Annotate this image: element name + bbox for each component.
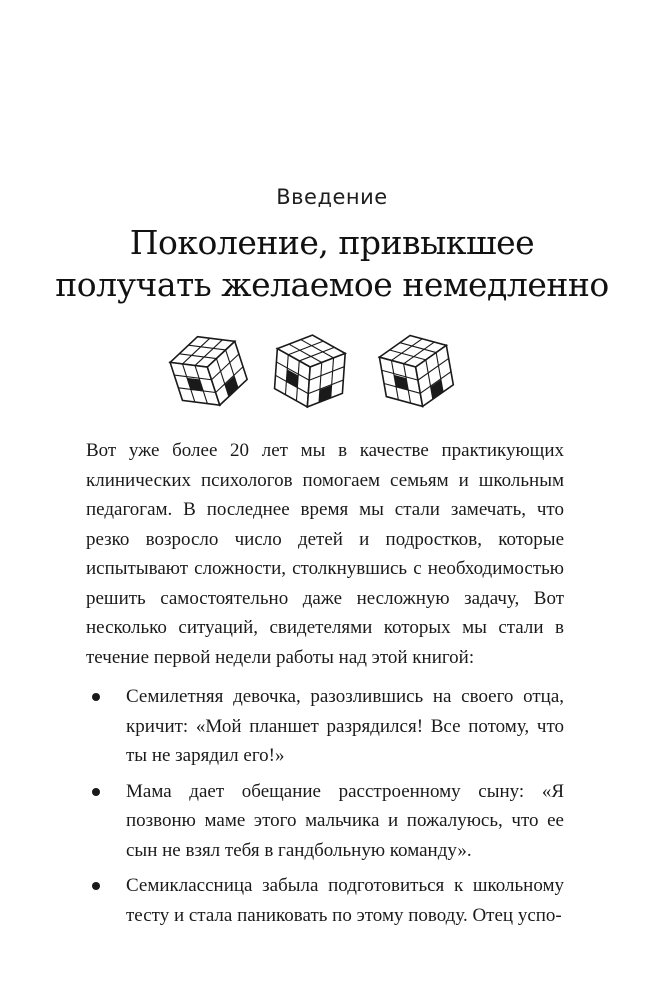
bullet-icon <box>92 882 100 890</box>
chapter-title-line-1: Поколение, привыкшее <box>129 223 535 262</box>
list-item-text: Семиклассница забыла подготовиться к школьному тесту и стала паниковать по этому поводу. Отец успо- <box>126 875 564 926</box>
list-item-text: Семилетняя девочка, разозлившись на своего отца, кричит: «Мой планшет разрядился! Все потому, что ты не зарядил его!» <box>126 686 564 766</box>
rubiks-cube-icon-3 <box>377 330 456 413</box>
chapter-label: Введение <box>276 185 388 209</box>
list-item <box>86 777 564 866</box>
situation-list <box>86 682 564 930</box>
chapter-title-line-2: получать желаемое немедленно <box>55 265 609 304</box>
intro-paragraph: Вот уже более 20 лет мы в качестве практикующих клинических психологов помогаем семьям и школьным педагогам. В последнее время мы стали замечать, что резко возросло число детей и подростков, которые испытывают сложности, столкнувшись с необходимостью решить самостоятельно даже несложную задачу, Вот несколько ситуаций, свидетелями которых мы стали в течение первой недели работы над этой книгой: <box>86 440 564 668</box>
chapter-title <box>0 222 664 306</box>
rubiks-cube-icon-1 <box>165 326 252 415</box>
list-item-text: Мама дает обещание расстроенному сыну: «Я позвоню маме этого мальчика и пожалуюсь, что ее сын не взял тебя в гандбольную команду». <box>126 780 564 861</box>
rubiks-cubes-decoration <box>160 325 510 415</box>
body-text <box>86 436 564 936</box>
list-item <box>86 682 564 771</box>
list-item <box>86 871 564 930</box>
bullet-icon <box>92 693 100 701</box>
rubiks-cube-icon-2 <box>273 333 346 410</box>
bullet-icon <box>92 788 100 796</box>
